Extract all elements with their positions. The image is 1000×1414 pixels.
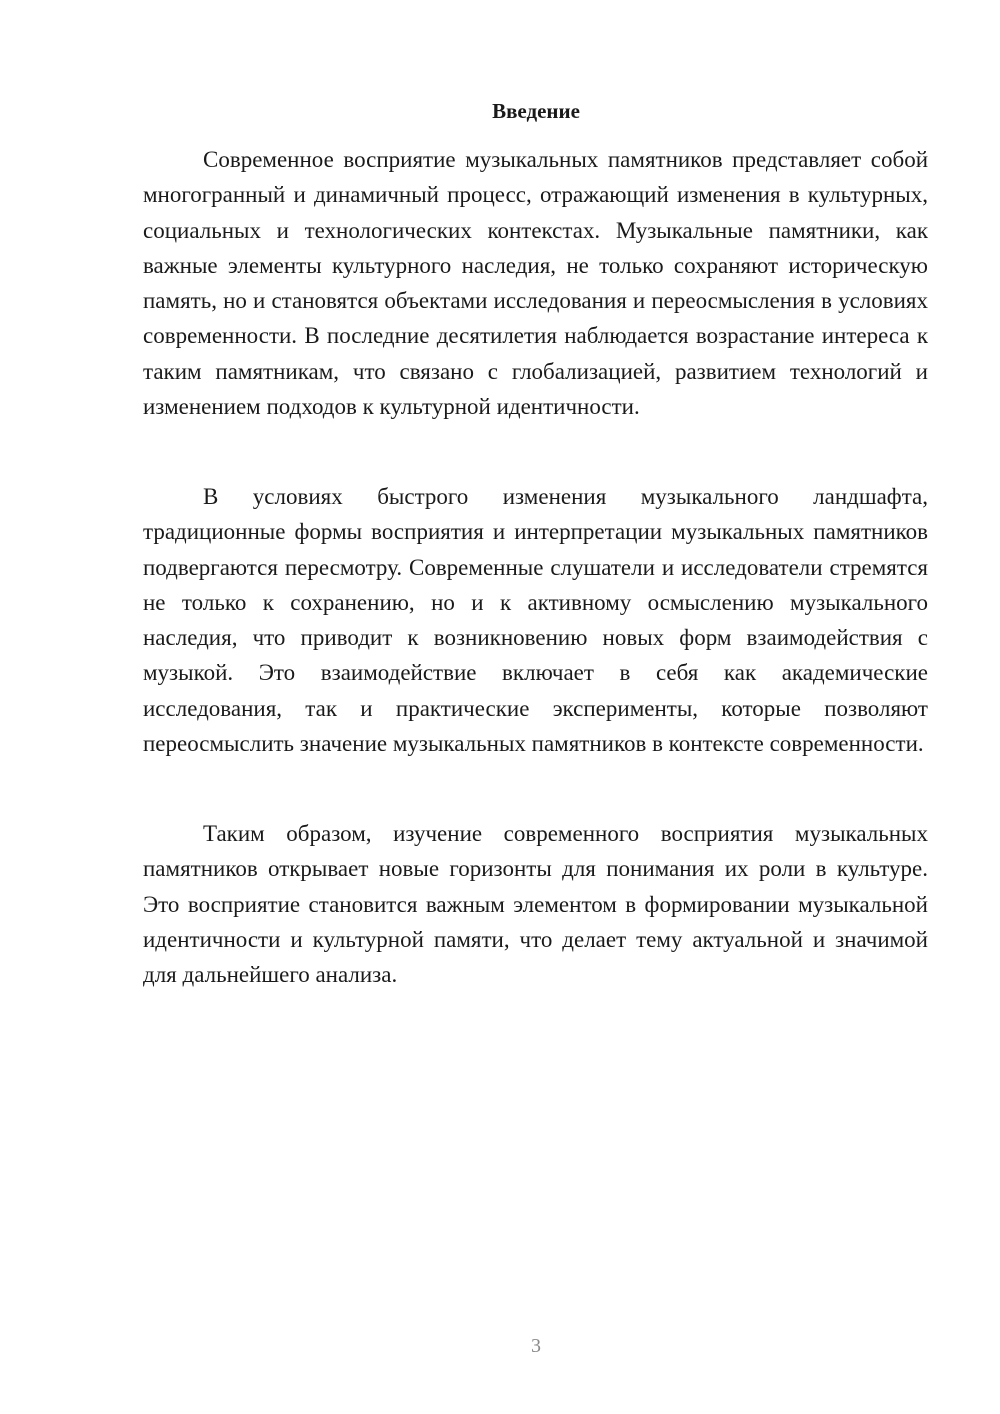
- paragraph-2: В условиях быстрого изменения музыкального ландшафта, традиционные формы восприятия и интерпретации музыкальных памятников подвергаются пересмотру. Современные слушатели и исследователи стремятся не только к сохранению, но и к активному осмыслению музыкального наследия, что приводит к возникновению новых форм взаимодействия с музыкой. Это взаимодействие включает в себя как академические исследования, так и практические эксперименты, которые позволяют переосмыслить значение музыкальных памятников в контексте современности.: [143, 484, 928, 757]
- paragraph-1: Современное восприятие музыкальных памятников представляет собой многогранный и динамичный процесс, отражающий изменения в культурных, социальных и технологических контекстах. Музыкальные памятники, как важные элементы культурного наследия, не только сохраняют историческую память, но и становятся объектами исследования и переосмысления в условиях современности. В последние десятилетия наблюдается возрастание интереса к таким памятникам, что связано с глобализацией, развитием технологий и изменением подходов к культурной идентичности.: [143, 147, 928, 420]
- page-number: 3: [531, 1335, 541, 1357]
- section-heading: Введение: [492, 99, 580, 123]
- paragraph-3: Таким образом, изучение современного восприятия музыкальных памятников открывает новые горизонты для понимания их роли в культуре. Это восприятие становится важным элементом в формировании музыкальной идентичности и культурной памяти, что делает тему актуальной и значимой для дальнейшего анализа.: [143, 821, 928, 988]
